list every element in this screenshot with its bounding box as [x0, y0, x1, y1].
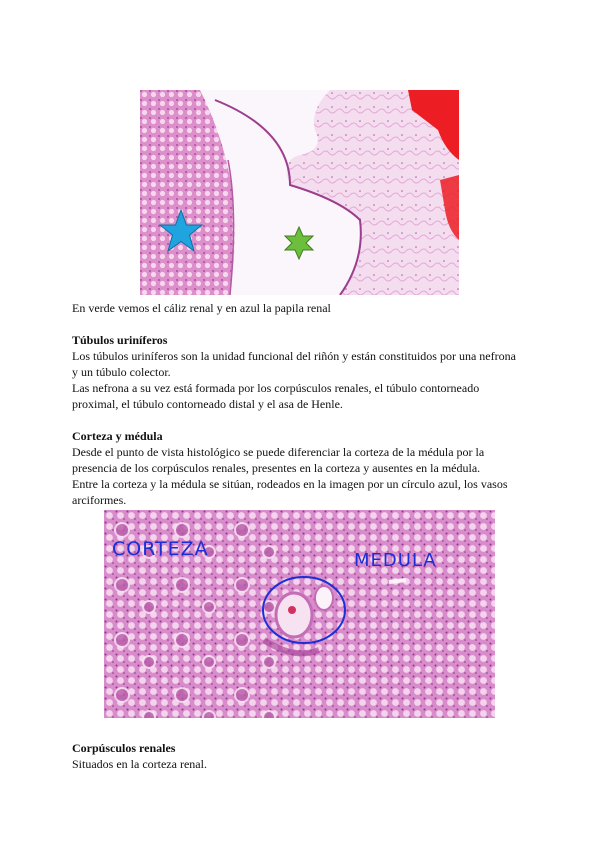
paragraph-corteza-line2: presencia de los corpúsculos renales, presentes en la corteza y ausentes en la médula. [72, 461, 481, 475]
histology-image-cortex-medulla [104, 510, 495, 718]
paragraph-corteza-line1: Desde el punto de vista histológico se puede diferenciar la corteza de la médula por la [72, 445, 485, 459]
paragraph-nefrona-line1: Las nefrona a su vez está formada por los corpúsculos renales, el túbulo contorneado [72, 381, 480, 395]
heading-tubulos-uriniferos: Túbulos uriníferos [72, 333, 168, 347]
label-medula: MEDULA [354, 550, 437, 571]
paragraph-tubulos-line2: y un túbulo colector. [72, 365, 171, 379]
green-star-icon [284, 226, 314, 260]
label-corteza: CORTEZA [112, 538, 209, 560]
paragraph-vasos-line1: Entre la corteza y la médula se sitúan, rodeados en la imagen por un círculo azul, los vasos [72, 477, 508, 491]
figure1-caption: En verde vemos el cáliz renal y en azul la papila renal [72, 301, 331, 315]
heading-corpusculos-renales: Corpúsculos renales [72, 741, 176, 755]
paragraph-vasos-line2: arciformes. [72, 493, 127, 507]
paragraph-nefrona-line2: proximal, el túbulo contorneado distal y el asa de Henle. [72, 397, 343, 411]
histology-image-papilla-calyx [140, 90, 459, 295]
heading-corteza-medula: Corteza y médula [72, 429, 163, 443]
paragraph-tubulos-line1: Los túbulos uriníferos son la unidad funcional del riñón y están constituidos por una nefrona [72, 349, 516, 363]
blue-star-icon [158, 208, 204, 254]
paragraph-corpusculos: Situados en la corteza renal. [72, 757, 207, 771]
